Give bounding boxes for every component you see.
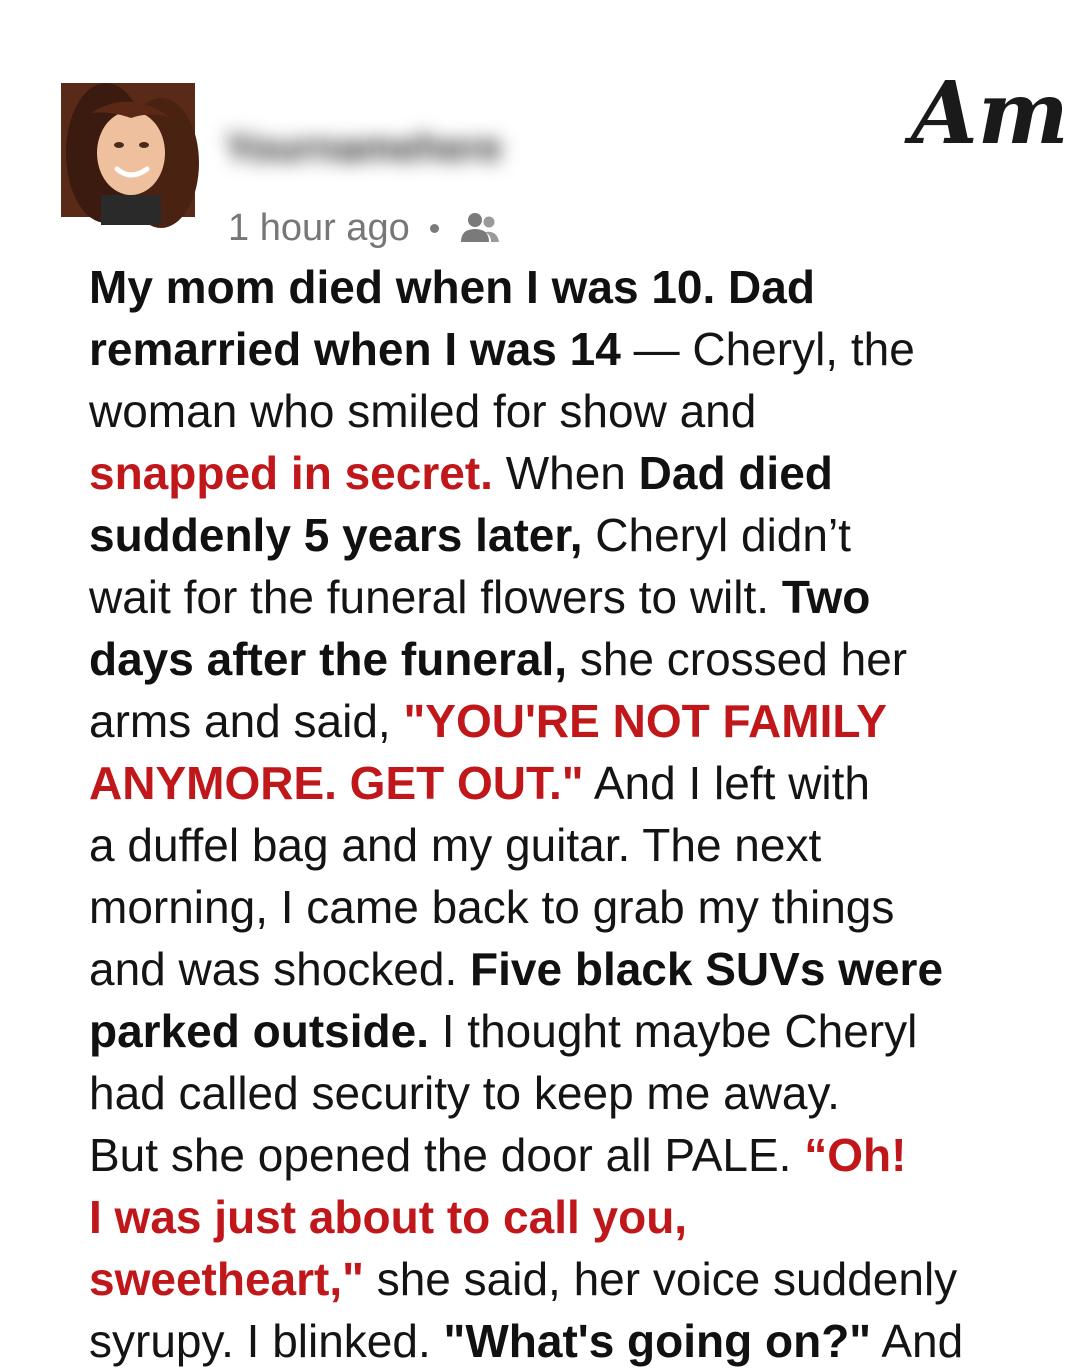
post-line (89, 1000, 1069, 1062)
post-line (89, 256, 1069, 318)
post-meta (228, 203, 503, 253)
post-line (89, 566, 1069, 628)
body-text: syrupy. I blinked. (89, 1315, 444, 1367)
body-text: And I left with (583, 757, 871, 809)
friends-icon[interactable] (455, 208, 503, 248)
body-text: I thought maybe Cheryl (428, 1005, 918, 1057)
body-text: But she opened the door all PALE. (89, 1129, 805, 1181)
body-text: arms and said, (89, 695, 404, 747)
timestamp[interactable]: 1 hour ago (228, 206, 410, 249)
body-text: and was shocked. (89, 943, 471, 995)
bold-text: Two (781, 571, 871, 623)
post-line (89, 1186, 1069, 1248)
bold-text: Dad died (638, 447, 833, 499)
bold-text: "What's going on?" (443, 1315, 872, 1367)
post-line (89, 752, 1069, 814)
body-text: she crossed her (567, 633, 908, 685)
post-line (89, 1310, 1069, 1372)
avatar-portrait (61, 83, 195, 217)
post-line (89, 1124, 1069, 1186)
body-text: When (492, 447, 639, 499)
bold-text: suddenly 5 years later, (89, 509, 583, 561)
body-text: — Cheryl, the (620, 323, 915, 375)
post-line (89, 690, 1069, 752)
highlight-text: I was just about to call you, (89, 1191, 688, 1243)
bold-text: days after the funeral, (89, 633, 568, 685)
post-line (89, 504, 1069, 566)
body-text: morning, I came back to grab my things (89, 881, 895, 933)
post-text (89, 256, 1069, 1372)
highlight-text: snapped in secret. (89, 447, 493, 499)
body-text: woman who smiled for show and (89, 385, 757, 437)
post-line (89, 442, 1069, 504)
brand-logo (905, 55, 1069, 165)
username[interactable] (225, 120, 665, 176)
bold-text: Five black SUVs were (470, 943, 944, 995)
avatar[interactable] (61, 83, 195, 217)
post-line (89, 318, 1069, 380)
body-text: a duffel bag and my guitar. The next (89, 819, 822, 871)
highlight-text: ANYMORE. GET OUT." (89, 757, 584, 809)
post-line (89, 814, 1069, 876)
body-text: wait for the funeral flowers to wilt. (89, 571, 782, 623)
body-text: had called security to keep me away. (89, 1067, 840, 1119)
post-line (89, 876, 1069, 938)
highlight-text: sweetheart," (89, 1253, 364, 1305)
bold-text: remarried when I was 14 (89, 323, 621, 375)
body-text: Cheryl didn’t (582, 509, 851, 561)
post-line (89, 1062, 1069, 1124)
body-text: she said, her voice suddenly (363, 1253, 958, 1305)
post-line (89, 380, 1069, 442)
post-line (89, 1248, 1069, 1310)
highlight-text: "YOU'RE NOT FAMILY (403, 695, 887, 747)
body-text: And (871, 1315, 964, 1367)
username-text: Yournamehere (225, 125, 503, 170)
logo-text: Am (911, 63, 1069, 164)
bold-text: parked outside. (89, 1005, 429, 1057)
highlight-text: “Oh! (804, 1129, 907, 1181)
bold-text: My mom died when I was 10. Dad (89, 261, 815, 313)
post-line (89, 628, 1069, 690)
separator-dot (430, 224, 439, 233)
post-line (89, 938, 1069, 1000)
